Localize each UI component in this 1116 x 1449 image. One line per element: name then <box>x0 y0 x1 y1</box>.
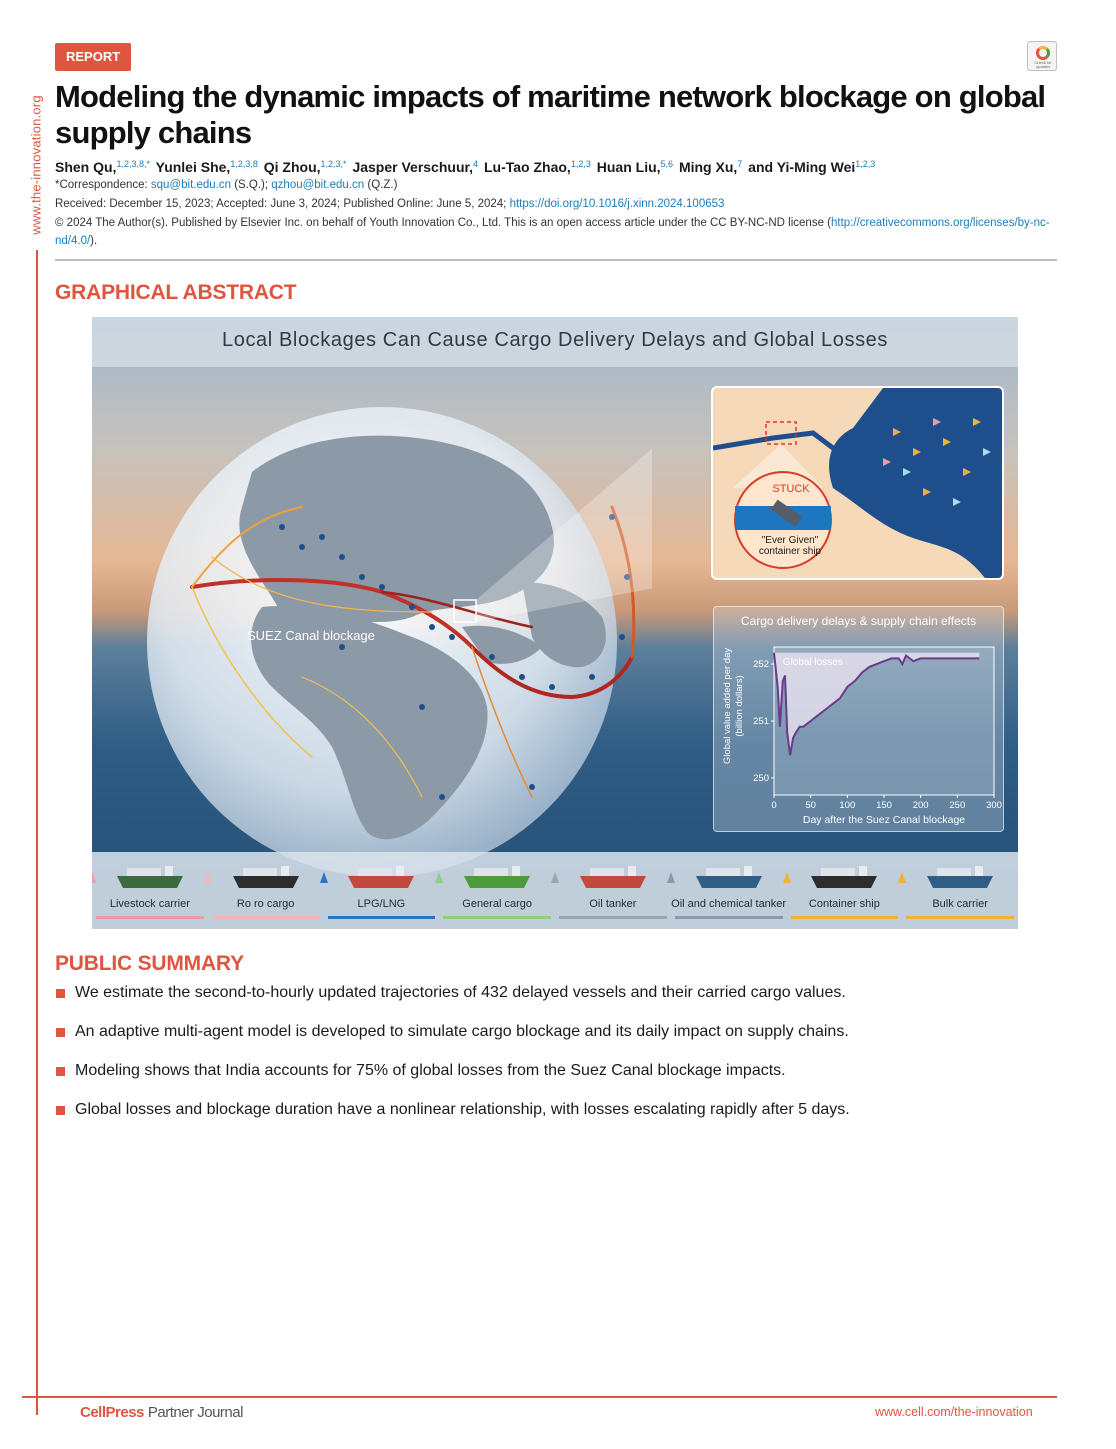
check-updates-caption: Check for updates <box>1034 60 1052 69</box>
footer-divider <box>22 1396 1057 1398</box>
author-affiliation[interactable]: 1,2,3,8 <box>230 159 258 169</box>
abstract-title: Local Blockages Can Cause Cargo Delivery Delays and Global Losses <box>222 329 888 351</box>
ever-given-caption: "Ever Given" container ship <box>758 535 822 557</box>
ship-type-label: Bulk carrier <box>932 898 988 910</box>
ship-color-bar <box>559 916 667 919</box>
check-for-updates-icon[interactable] <box>1027 41 1057 71</box>
author-affiliation[interactable]: 5,6 <box>660 159 674 169</box>
ship-marker-icon <box>320 872 328 883</box>
x-axis-label: Day after the Suez Canal blockage <box>802 814 966 826</box>
author-name: Qi Zhou, <box>263 159 321 175</box>
y-axis-label: Global value added per day(billion dollars) <box>722 647 745 765</box>
summary-item <box>55 982 1055 1004</box>
doi-link[interactable]: https://doi.org/10.1016/j.xinn.2024.100653 <box>509 198 725 210</box>
summary-item <box>55 1099 1055 1121</box>
ship-type-label: Oil and chemical tanker <box>671 898 787 910</box>
ship-type-item <box>92 852 208 929</box>
ship-color-bar <box>96 916 204 919</box>
y-tick-label: 252 <box>753 659 769 671</box>
ship-marker-icon <box>435 872 443 883</box>
author-name: Jasper Verschuur, <box>352 159 474 175</box>
left-margin-rule <box>36 250 38 1415</box>
ship-type-item <box>324 852 440 929</box>
author-affiliation[interactable]: 1,2,3,* <box>320 159 347 169</box>
ship-icon <box>809 864 879 890</box>
ship-type-label: Ro ro cargo <box>236 898 295 910</box>
header-divider <box>55 259 1057 261</box>
x-tick-label: 250 <box>949 800 966 811</box>
losses-annotation: Global losses <box>782 657 843 669</box>
global-losses-chart <box>713 606 1004 832</box>
email-link-2[interactable]: qzhou@bit.edu.cn <box>271 179 365 191</box>
author-affiliation[interactable]: 1,2,3 <box>855 159 876 169</box>
email-link-1[interactable]: squ@bit.edu.cn <box>150 179 231 191</box>
ship-type-legend <box>92 852 1018 929</box>
ship-marker-icon <box>667 872 675 883</box>
suez-zoom-inset <box>711 386 1004 580</box>
author-affiliation[interactable]: 1,2,3,8,* <box>116 159 150 169</box>
x-tick-label: 150 <box>876 800 892 811</box>
author-name: Yunlei She, <box>155 159 231 175</box>
ship-color-bar <box>791 916 899 919</box>
summary-text: Global losses and blockage duration have a nonlinear relationship, with losses escalating rapidly after 5 days. <box>75 1101 850 1118</box>
author-affiliation[interactable]: 4 <box>473 159 479 169</box>
author-affiliation[interactable]: 7 <box>737 159 743 169</box>
x-tick-label: 300 <box>986 800 1002 811</box>
ship-type-item <box>671 852 787 929</box>
summary-text: An adaptive multi-agent model is developed to simulate cargo blockage and its daily impact on supply chains. <box>75 1023 849 1040</box>
ship-type-label: Oil tanker <box>589 898 637 910</box>
summary-text: Modeling shows that India accounts for 75% of global losses from the Suez Canal blockage impacts. <box>75 1062 786 1079</box>
ship-marker-icon <box>204 872 212 883</box>
summary-item <box>55 1060 1055 1082</box>
public-summary-heading: PUBLIC SUMMARY <box>55 952 244 975</box>
ship-marker-icon <box>898 872 906 883</box>
graphical-abstract-heading: GRAPHICAL ABSTRACT <box>55 281 297 304</box>
author-name: Huan Liu, <box>596 159 661 175</box>
bullet-square-icon <box>56 1106 65 1115</box>
x-tick-label: 100 <box>839 800 856 811</box>
journal-website-link[interactable]: www.cell.com/the-innovation <box>875 1405 1033 1419</box>
ship-type-item <box>439 852 555 929</box>
ship-type-label: LPG/LNG <box>357 898 406 910</box>
chart-plot <box>714 607 1005 833</box>
side-journal-url[interactable]: www.the-innovation.org <box>28 95 44 235</box>
ship-color-bar <box>328 916 436 919</box>
x-tick-label: 50 <box>805 800 816 811</box>
ship-icon <box>231 864 301 890</box>
ship-icon <box>694 864 764 890</box>
license-link[interactable]: http://creativecommons.org/licenses/by-nc-nd/4.0/ <box>55 217 1050 247</box>
ship-color-bar <box>212 916 320 919</box>
summary-list <box>55 982 1055 1138</box>
suez-blockage-label: SUEZ Canal blockage <box>247 628 375 643</box>
ship-marker-icon <box>551 872 559 883</box>
graphical-abstract-figure <box>92 317 1018 929</box>
globe-map-illustration <box>132 377 652 897</box>
ship-type-label: General cargo <box>462 898 532 910</box>
ship-marker-icon <box>92 872 96 883</box>
correspondence-line: *Correspondence: squ@bit.edu.cn (S.Q.); qzhou@bit.edu.cn (Q.Z.) <box>55 179 398 191</box>
summary-item <box>55 1021 1055 1043</box>
ship-icon <box>346 864 416 890</box>
x-tick-label: 0 <box>771 800 777 811</box>
ship-icon <box>925 864 995 890</box>
author-list <box>55 154 1055 177</box>
author-name: Lu-Tao Zhao, <box>483 159 571 175</box>
ship-icon <box>115 864 185 890</box>
author-name: and Yi-Ming Wei <box>748 159 856 175</box>
summary-text: We estimate the second-to-hourly updated trajectories of 432 delayed vessels and their carried cargo values. <box>75 984 846 1001</box>
ship-type-item <box>208 852 324 929</box>
ship-icon <box>578 864 648 890</box>
author-name: Ming Xu, <box>678 159 738 175</box>
chart-title: Cargo delivery delays & supply chain effects <box>740 614 977 628</box>
ship-type-label: Livestock carrier <box>109 898 190 910</box>
y-tick-label: 250 <box>753 772 769 784</box>
ship-type-item <box>555 852 671 929</box>
article-title: Modeling the dynamic impacts of maritime network blockage on global supply chains <box>55 79 1046 150</box>
ship-type-item <box>787 852 903 929</box>
ship-marker-icon <box>783 872 791 883</box>
ship-type-label: Container ship <box>808 898 880 910</box>
author-name: Shen Qu, <box>55 159 117 175</box>
cellpress-logo[interactable]: CellPress Partner Journal <box>80 1404 243 1421</box>
license-line: © 2024 The Author(s). Published by Elsevier Inc. on behalf of Youth Innovation Co., Ltd. This is an open access article under the CC BY-NC-ND license (http://creativecommons.org/licenses/by-nc-nd/4.0/). <box>55 217 1050 247</box>
bullet-square-icon <box>56 1067 65 1076</box>
ship-color-bar <box>675 916 783 919</box>
dates-line: Received: December 15, 2023; Accepted: June 3, 2024; Published Online: June 5, 2024; https://doi.org/10.1016/j.xinn.2024.100653 <box>55 198 725 210</box>
ship-icon <box>462 864 532 890</box>
bullet-square-icon <box>56 1028 65 1037</box>
bullet-square-icon <box>56 989 65 998</box>
ship-color-bar <box>906 916 1014 919</box>
author-affiliation[interactable]: 1,2,3 <box>570 159 591 169</box>
report-badge: REPORT <box>55 43 131 71</box>
ship-type-item <box>902 852 1018 929</box>
x-tick-label: 200 <box>912 800 929 811</box>
ship-color-bar <box>443 916 551 919</box>
y-tick-label: 251 <box>753 716 769 727</box>
stuck-label: STUCK <box>772 483 810 495</box>
